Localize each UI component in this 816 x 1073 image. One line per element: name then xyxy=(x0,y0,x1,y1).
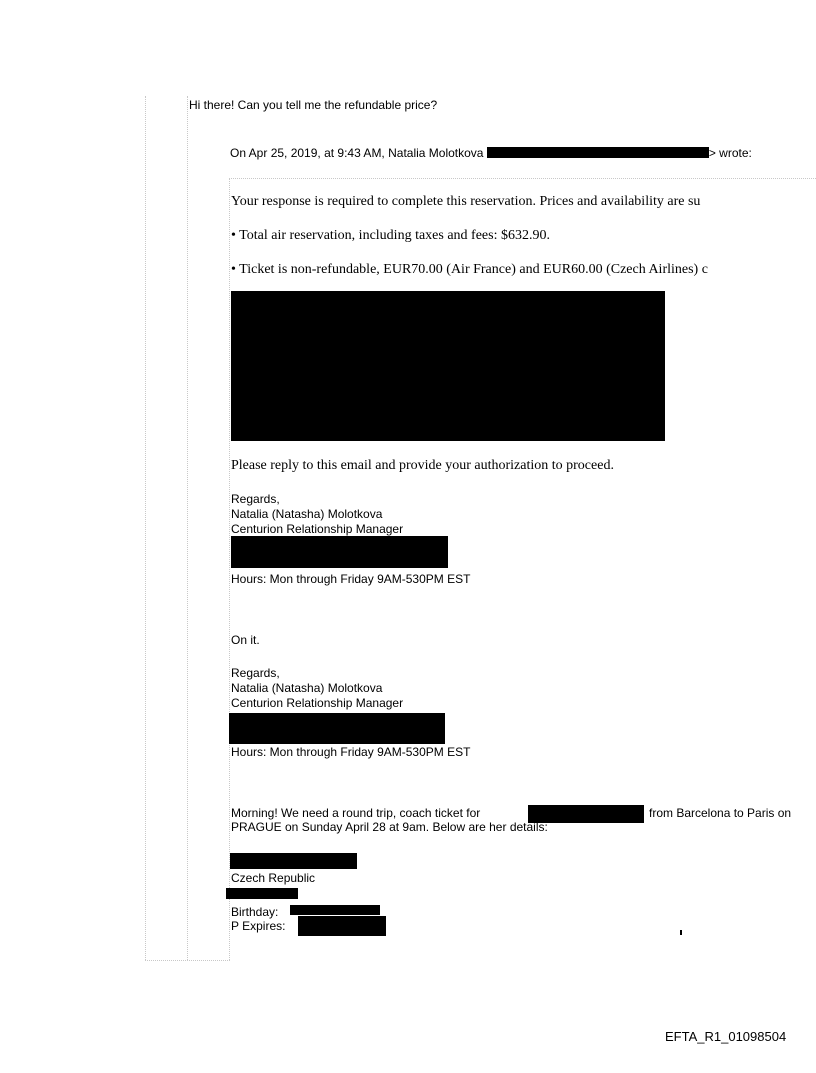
request-line-1a: Morning! We need a round trip, coach ticket for xyxy=(231,806,481,820)
redaction-block xyxy=(230,853,357,869)
bullet-text: Total air reservation, including taxes and fees: $632.90. xyxy=(239,228,550,243)
signature-regards: Regards, xyxy=(231,666,280,680)
quote-border-outer xyxy=(145,96,146,960)
bullet-text: Ticket is non-refundable, EUR70.00 (Air France) and EUR60.00 (Czech Airlines) c xyxy=(239,262,708,277)
signature-name: Natalia (Natasha) Molotkova xyxy=(231,681,383,695)
redaction-block xyxy=(226,888,298,899)
redaction-block xyxy=(231,291,665,441)
quote-header-prefix: On Apr 25, 2019, at 9:43 AM, Natalia Molotkova xyxy=(230,146,484,160)
quote-header xyxy=(230,146,752,160)
redaction-block xyxy=(231,536,448,568)
quote-border-inner xyxy=(229,178,230,960)
on-it-text: On it. xyxy=(231,633,260,647)
redaction-block xyxy=(229,713,445,744)
stray-mark xyxy=(680,930,682,935)
signature-name: Natalia (Natasha) Molotkova xyxy=(231,507,383,521)
redacted-email-address[interactable] xyxy=(487,147,709,158)
redaction-block xyxy=(290,905,380,915)
signature-hours: Hours: Mon through Friday 9AM-530PM EST xyxy=(231,572,471,586)
request-line-2: PRAGUE on Sunday April 28 at 9am. Below are her details: xyxy=(231,820,548,834)
country-text: Czech Republic xyxy=(231,871,316,885)
birthday-label: Birthday: xyxy=(231,905,279,919)
signature-title: Centurion Relationship Manager xyxy=(231,522,404,536)
signature-title: Centurion Relationship Manager xyxy=(231,696,404,710)
bullet-item: • Ticket is non-refundable, EUR70.00 (Air France) and EUR60.00 (Czech Airlines) c xyxy=(231,262,708,277)
request-line-1b: from Barcelona to Paris on xyxy=(649,806,792,820)
signature-regards: Regards, xyxy=(231,492,280,506)
bullet-item: • Total air reservation, including taxes and fees: $632.90. xyxy=(231,228,550,243)
document-id: EFTA_R1_01098504 xyxy=(665,1029,787,1044)
signature-hours: Hours: Mon through Friday 9AM-530PM EST xyxy=(231,745,471,759)
passport-expiry-label: P Expires: xyxy=(231,919,286,933)
redaction-block xyxy=(298,916,386,936)
quote-border-middle xyxy=(187,96,188,960)
quoted-intro: Your response is required to complete this reservation. Prices and availability are su xyxy=(231,194,701,209)
quote-border-top xyxy=(229,178,816,179)
reply-request: Please reply to this email and provide your authorization to proceed. xyxy=(231,458,614,473)
quote-border-bottom xyxy=(145,960,230,961)
top-reply-text: Hi there! Can you tell me the refundable price? xyxy=(189,98,438,112)
quote-header-suffix: > wrote: xyxy=(708,146,752,160)
